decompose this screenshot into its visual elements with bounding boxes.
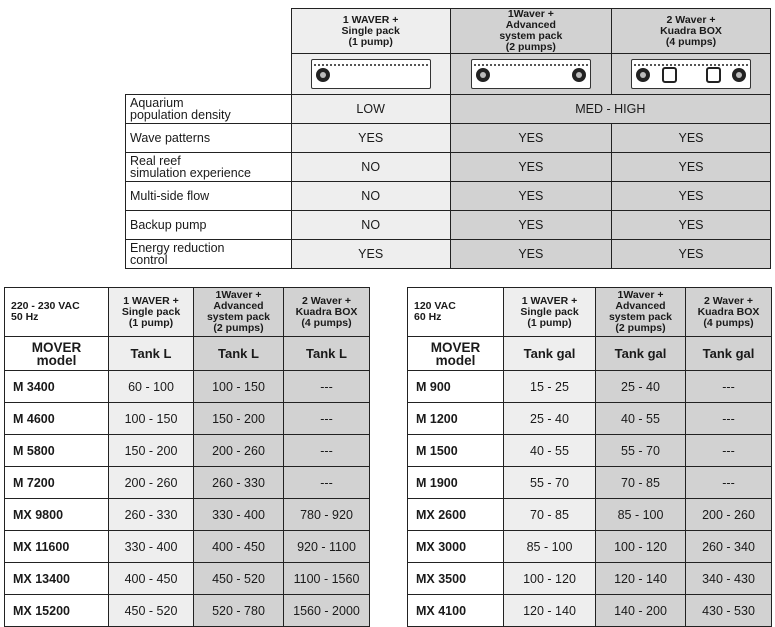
table-row [126, 153, 771, 182]
unit-label: Tank L [284, 337, 370, 371]
tank-range: 100 - 120 [504, 563, 596, 595]
model-name: MX 4100 [408, 595, 504, 627]
tank-range: --- [284, 371, 370, 403]
tank-range: 450 - 520 [194, 563, 284, 595]
tank-range: 100 - 120 [596, 531, 686, 563]
model-name: M 7200 [5, 467, 109, 499]
tank-range: 55 - 70 [596, 435, 686, 467]
table-row [408, 403, 772, 435]
table-row [5, 467, 370, 499]
tank-range: 70 - 85 [596, 467, 686, 499]
model-name: M 1200 [408, 403, 504, 435]
header-row [5, 288, 370, 337]
table-row [408, 595, 772, 627]
cell-value: YES [450, 153, 611, 182]
table-row [5, 403, 370, 435]
unit-label: Tank gal [504, 337, 596, 371]
tank-range: --- [284, 403, 370, 435]
tank-range: 40 - 55 [504, 435, 596, 467]
table-row [5, 595, 370, 627]
tank-range: 400 - 450 [109, 563, 194, 595]
tank-range: 85 - 100 [596, 499, 686, 531]
voltage-label: 220 - 230 VAC 50 Hz [5, 288, 109, 337]
table-row [408, 467, 772, 499]
row-label: Energy reduction control [126, 240, 292, 269]
table-row [126, 95, 771, 124]
table-row [408, 531, 772, 563]
tank-size-table-gallons [407, 287, 772, 627]
row-label: Aquarium population density [126, 95, 292, 124]
row-label: Wave patterns [126, 124, 292, 153]
four-pump-pictogram [612, 54, 771, 95]
model-name: M 3400 [5, 371, 109, 403]
table-row [408, 371, 772, 403]
cell-value: YES [612, 153, 771, 182]
model-label: MOVER model [408, 337, 504, 371]
tank-range: 120 - 140 [596, 563, 686, 595]
column-header: 1Waver + Advanced system pack (2 pumps) [596, 288, 686, 337]
column-header: 1 WAVER + Single pack (1 pump) [504, 288, 596, 337]
two-pump-pictogram [450, 54, 611, 95]
tank-range: 120 - 140 [504, 595, 596, 627]
column-header: 2 Waver + Kuadra BOX (4 pumps) [284, 288, 370, 337]
tank-range: 260 - 330 [194, 467, 284, 499]
row-label: Multi-side flow [126, 182, 292, 211]
tank-range: 450 - 520 [109, 595, 194, 627]
tank-range: 780 - 920 [284, 499, 370, 531]
cell-value: YES [450, 124, 611, 153]
table-row [5, 499, 370, 531]
row-label: Real reef simulation experience [126, 153, 292, 182]
tank-range: --- [284, 435, 370, 467]
tank-range: 260 - 340 [686, 531, 772, 563]
model-name: MX 3000 [408, 531, 504, 563]
tank-range: 330 - 400 [194, 499, 284, 531]
cell-value: NO [291, 211, 450, 240]
model-name: MX 3500 [408, 563, 504, 595]
cell-value: YES [450, 240, 611, 269]
header-row [408, 288, 772, 337]
tank-range: 400 - 450 [194, 531, 284, 563]
tank-range: 25 - 40 [596, 371, 686, 403]
cell-value: YES [291, 240, 450, 269]
cell-value: YES [612, 211, 771, 240]
cell-value: NO [291, 153, 450, 182]
table-row [126, 240, 771, 269]
model-name: M 4600 [5, 403, 109, 435]
tank-range: --- [686, 403, 772, 435]
model-name: M 5800 [5, 435, 109, 467]
cell-value: NO [291, 182, 450, 211]
table-row [408, 499, 772, 531]
cell-value: YES [450, 211, 611, 240]
tank-range: 40 - 55 [596, 403, 686, 435]
model-label: MOVER model [5, 337, 109, 371]
voltage-label: 120 VAC 60 Hz [408, 288, 504, 337]
column-header: 1 WAVER + Single pack (1 pump) [109, 288, 194, 337]
tank-range: 60 - 100 [109, 371, 194, 403]
tank-range: 100 - 150 [109, 403, 194, 435]
tank-range: 1100 - 1560 [284, 563, 370, 595]
comparison-header-row [126, 9, 771, 54]
col-advanced-pack: 1Waver + Advanced system pack (2 pumps) [450, 9, 611, 54]
tank-range: 330 - 400 [109, 531, 194, 563]
table-row [126, 124, 771, 153]
unit-label: Tank L [109, 337, 194, 371]
table-row [5, 563, 370, 595]
tank-range: 200 - 260 [686, 499, 772, 531]
comparison-table [125, 8, 771, 269]
cell-value: YES [612, 240, 771, 269]
unit-label: Tank gal [596, 337, 686, 371]
col-kuadra-box: 2 Waver + Kuadra BOX (4 pumps) [612, 9, 771, 54]
tank-size-table-litres [4, 287, 370, 627]
table-row [5, 531, 370, 563]
tank-range: 1560 - 2000 [284, 595, 370, 627]
table-row [408, 435, 772, 467]
cell-value: YES [612, 182, 771, 211]
model-name: MX 13400 [5, 563, 109, 595]
table-row [5, 371, 370, 403]
tank-range: --- [686, 435, 772, 467]
cell-value: YES [612, 124, 771, 153]
model-name: MX 9800 [5, 499, 109, 531]
unit-row [5, 337, 370, 371]
model-name: M 1500 [408, 435, 504, 467]
empty-corner-cell [126, 9, 292, 95]
cell-value: LOW [291, 95, 450, 124]
tank-range: 55 - 70 [504, 467, 596, 499]
tank-range: 70 - 85 [504, 499, 596, 531]
model-name: MX 2600 [408, 499, 504, 531]
cell-value: YES [450, 182, 611, 211]
model-name: MX 11600 [5, 531, 109, 563]
tank-range: 920 - 1100 [284, 531, 370, 563]
table-row [5, 435, 370, 467]
column-header: 1Waver + Advanced system pack (2 pumps) [194, 288, 284, 337]
tank-range: 85 - 100 [504, 531, 596, 563]
tank-range: 200 - 260 [194, 435, 284, 467]
tank-range: --- [686, 467, 772, 499]
table-row [408, 563, 772, 595]
cell-value-merged: MED - HIGH [450, 95, 770, 124]
model-name: M 900 [408, 371, 504, 403]
table-row [126, 211, 771, 240]
tank-range: 15 - 25 [504, 371, 596, 403]
tank-range: 150 - 200 [109, 435, 194, 467]
tank-range: 430 - 530 [686, 595, 772, 627]
unit-row [408, 337, 772, 371]
column-header: 2 Waver + Kuadra BOX (4 pumps) [686, 288, 772, 337]
tank-range: 100 - 150 [194, 371, 284, 403]
tank-range: 140 - 200 [596, 595, 686, 627]
tank-range: 150 - 200 [194, 403, 284, 435]
model-name: MX 15200 [5, 595, 109, 627]
tank-range: 520 - 780 [194, 595, 284, 627]
row-label: Backup pump [126, 211, 292, 240]
tank-range: 200 - 260 [109, 467, 194, 499]
tank-range: 260 - 330 [109, 499, 194, 531]
col-single-pack: 1 WAVER + Single pack (1 pump) [291, 9, 450, 54]
tank-range: 25 - 40 [504, 403, 596, 435]
tank-range: --- [284, 467, 370, 499]
tank-range: --- [686, 371, 772, 403]
single-pump-pictogram [291, 54, 450, 95]
tank-range: 340 - 430 [686, 563, 772, 595]
model-name: M 1900 [408, 467, 504, 499]
unit-label: Tank L [194, 337, 284, 371]
cell-value: YES [291, 124, 450, 153]
unit-label: Tank gal [686, 337, 772, 371]
table-row [126, 182, 771, 211]
